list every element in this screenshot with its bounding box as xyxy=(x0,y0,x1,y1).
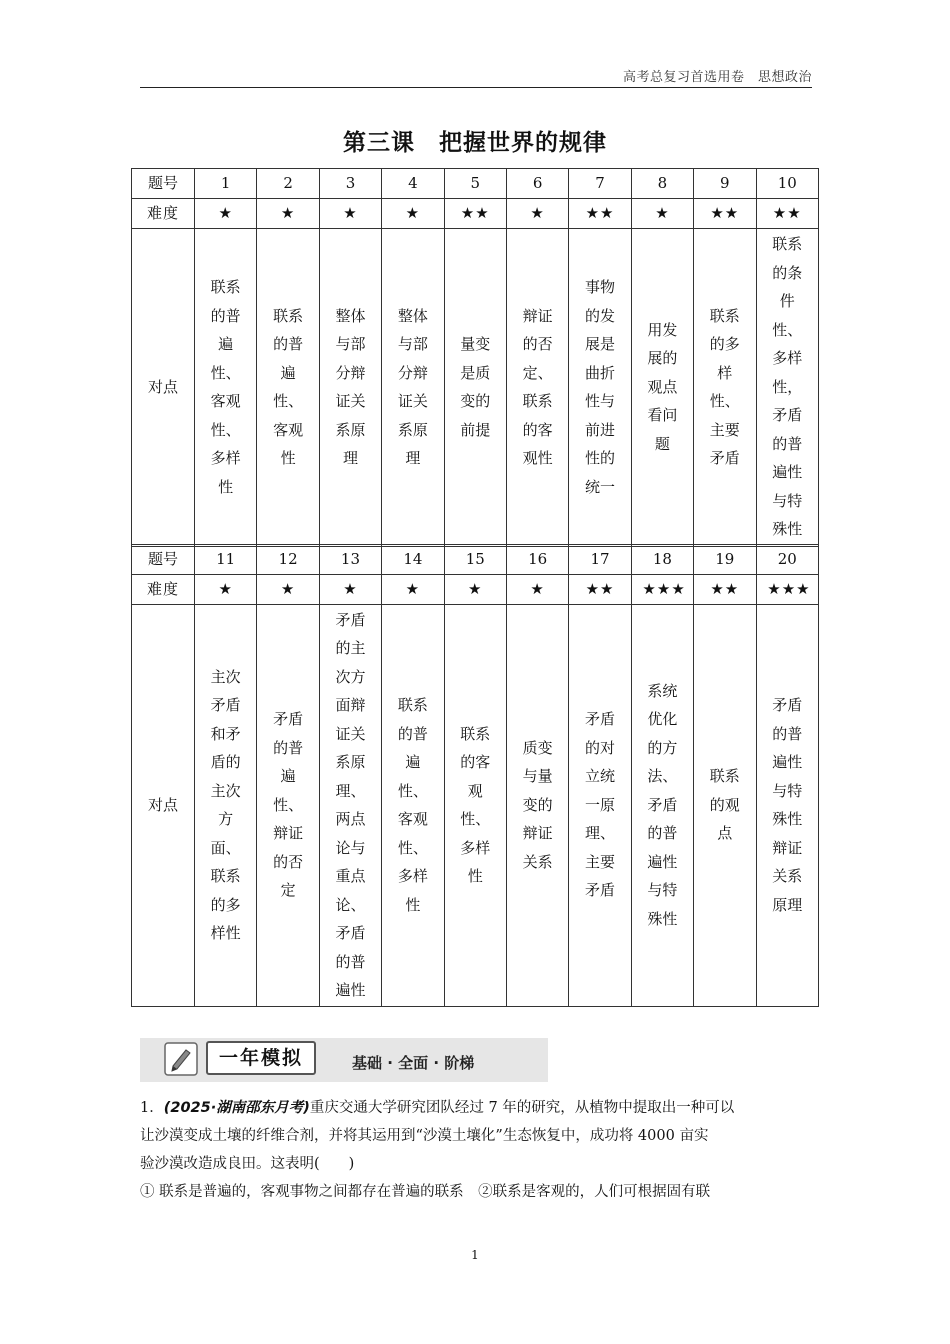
question-number: 2 xyxy=(257,169,319,199)
question-number: 14 xyxy=(382,545,444,575)
pencil-icon xyxy=(164,1042,198,1076)
knowledge-point: 矛盾的普遍性、辩证的否定 xyxy=(273,710,304,900)
question-source: (2025·湖南邵东月考) xyxy=(163,1100,310,1116)
question-number: 10 xyxy=(756,169,818,199)
question-line: 验沙漠改造成良田。这表明( ) xyxy=(140,1156,355,1172)
difficulty-table-2 xyxy=(131,544,819,1007)
difficulty-table-1 xyxy=(131,168,819,547)
difficulty-stars: ★ xyxy=(382,574,444,604)
difficulty-stars: ★★ xyxy=(444,198,506,228)
knowledge-point: 辩证的否定、联系的客观性 xyxy=(522,306,553,467)
knowledge-point: 系统优化的方法、矛盾的普遍性与特殊性 xyxy=(647,681,678,928)
knowledge-point: 矛盾的普遍性与特殊性辩证关系原理 xyxy=(772,696,803,914)
row-label-points: 对点 xyxy=(132,228,195,546)
knowledge-point: 联系的多样性、主要矛盾 xyxy=(709,306,740,467)
knowledge-point: 整体与部分辩证关系原理 xyxy=(397,306,428,467)
banner-tag: 一年模拟 xyxy=(206,1041,316,1075)
difficulty-stars: ★★ xyxy=(569,574,631,604)
question-text: 重庆交通大学研究团队经过 7 年的研究，从植物中提取出一种可以 xyxy=(309,1100,735,1116)
question-number: 6 xyxy=(506,169,568,199)
question-line xyxy=(140,1094,812,1122)
table1-number-row xyxy=(132,169,819,199)
header-text: 高考总复习首选用卷 思想政治 xyxy=(622,70,812,85)
knowledge-point: 矛盾的对立统一原理、主要矛盾 xyxy=(585,710,616,900)
table2-number-row xyxy=(132,545,819,575)
difficulty-stars: ★ xyxy=(631,198,693,228)
difficulty-stars: ★ xyxy=(382,198,444,228)
difficulty-stars: ★ xyxy=(319,198,381,228)
question-number: 12 xyxy=(257,545,319,575)
knowledge-point: 主次矛盾和矛盾的主次方面、联系的多样性 xyxy=(210,667,241,942)
difficulty-stars: ★★ xyxy=(756,198,818,228)
difficulty-stars: ★★★ xyxy=(767,579,811,598)
table1-points-row xyxy=(132,228,819,546)
knowledge-point: 联系的普遍性、客观性 xyxy=(273,306,304,467)
knowledge-point: 用发展的观点看问题 xyxy=(647,320,678,453)
row-label-difficulty: 难度 xyxy=(132,198,195,228)
knowledge-point: 联系的观点 xyxy=(709,767,740,843)
question-number: 17 xyxy=(569,545,631,575)
question-number: 19 xyxy=(694,545,756,575)
question-number: 1 xyxy=(195,169,257,199)
difficulty-stars: ★ xyxy=(257,574,319,604)
knowledge-point: 联系的客观性、多样性 xyxy=(460,724,491,885)
knowledge-point: 量变是质变的前提 xyxy=(460,335,491,439)
knowledge-point: 矛盾的主次方面辩证关系原理、两点论与重点论、矛盾的普遍性 xyxy=(335,610,366,999)
table2-difficulty-row xyxy=(132,574,819,604)
row-label-difficulty: 难度 xyxy=(132,574,195,604)
question-line: 让沙漠变成土壤的纤维合剂，并将其运用到“沙漠土壤化”生态恢复中，成功将 4000 亩实 xyxy=(140,1128,709,1144)
question-1 xyxy=(140,1094,812,1206)
difficulty-stars: ★ xyxy=(195,574,257,604)
page-title: 第三课 把握世界的规律 xyxy=(343,130,607,156)
question-number-label: 1． xyxy=(140,1100,164,1116)
page-number: 1 xyxy=(471,1248,479,1262)
question-number: 11 xyxy=(195,545,257,575)
question-number: 20 xyxy=(756,545,818,575)
difficulty-stars: ★ xyxy=(444,574,506,604)
row-label-points: 对点 xyxy=(132,604,195,1006)
difficulty-stars: ★ xyxy=(257,198,319,228)
table1-difficulty-row xyxy=(132,198,819,228)
question-number: 16 xyxy=(506,545,568,575)
banner-subtitle: 基础 · 全面 · 阶梯 xyxy=(352,1054,475,1072)
question-number: 5 xyxy=(444,169,506,199)
difficulty-stars: ★★ xyxy=(694,198,756,228)
difficulty-stars: ★★ xyxy=(569,198,631,228)
difficulty-stars: ★★★ xyxy=(642,579,686,598)
knowledge-point: 质变与量变的辩证关系 xyxy=(522,738,553,871)
question-option-line: ① 联系是普遍的，客观事物之间都存在普遍的联系 ②联系是客观的，人们可根据固有联 xyxy=(140,1184,711,1200)
row-label-number: 题号 xyxy=(132,169,195,199)
knowledge-point: 整体与部分辩证关系原理 xyxy=(335,306,366,467)
difficulty-stars: ★ xyxy=(506,198,568,228)
section-banner xyxy=(140,1038,548,1082)
knowledge-point: 联系的普遍性、客观性、多样性 xyxy=(397,696,428,914)
question-number: 18 xyxy=(631,545,693,575)
table2-points-row xyxy=(132,604,819,1006)
difficulty-stars: ★ xyxy=(506,574,568,604)
knowledge-point: 事物的发展是曲折性与前进性的统一 xyxy=(585,278,616,496)
question-number: 15 xyxy=(444,545,506,575)
question-number: 13 xyxy=(319,545,381,575)
question-number: 3 xyxy=(319,169,381,199)
difficulty-stars: ★ xyxy=(195,198,257,228)
page-header xyxy=(140,66,812,88)
question-number: 8 xyxy=(631,169,693,199)
knowledge-point: 联系的普遍性、客观性、多样性 xyxy=(210,278,241,496)
knowledge-point: 联系的条件性、多样性，矛盾的普遍性与特殊性 xyxy=(772,235,803,539)
question-number: 7 xyxy=(569,169,631,199)
difficulty-stars: ★ xyxy=(319,574,381,604)
question-number: 9 xyxy=(694,169,756,199)
row-label-number: 题号 xyxy=(132,545,195,575)
question-number: 4 xyxy=(382,169,444,199)
difficulty-stars: ★★ xyxy=(694,574,756,604)
